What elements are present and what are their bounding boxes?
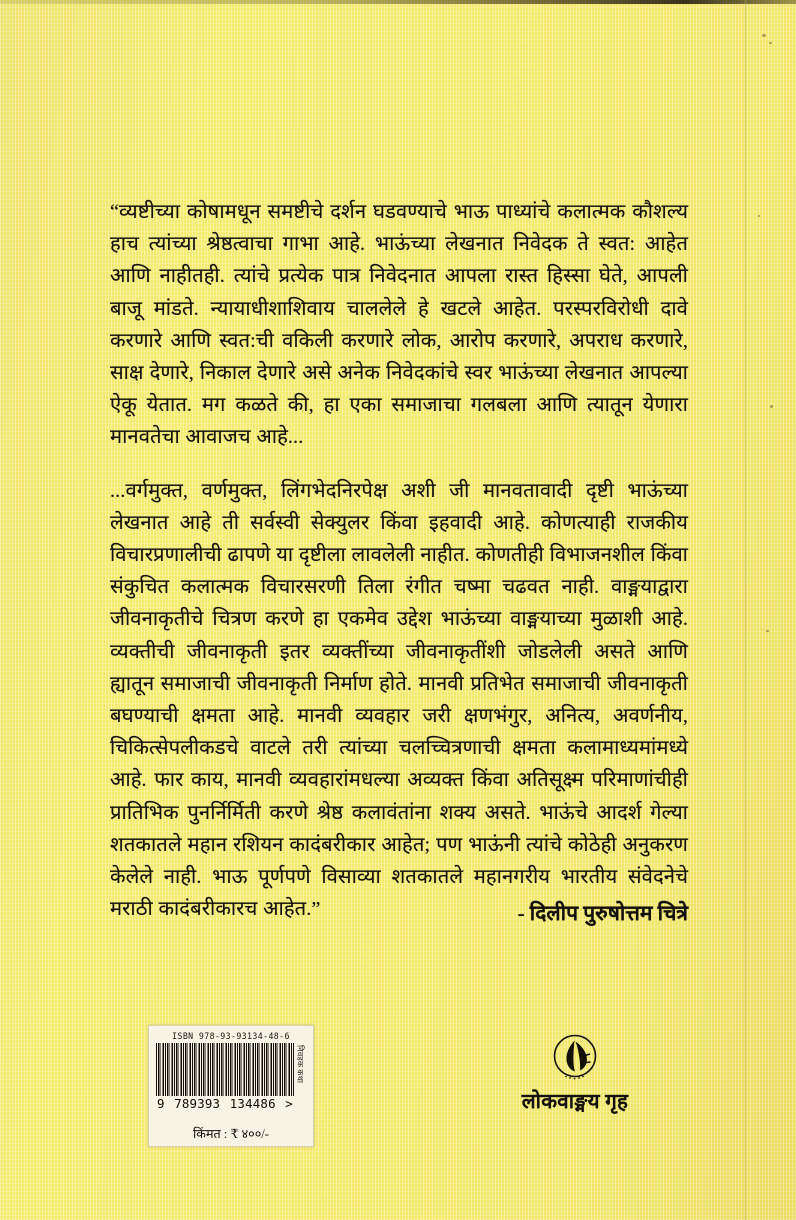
paper-speck: [758, 215, 760, 217]
paper-speck: [770, 405, 773, 408]
barcode-bars-image: [156, 1043, 294, 1096]
publisher-name: लोकवाङ्मय गृह: [521, 1091, 629, 1113]
price-text: किंमत : ₹ ४००/-: [193, 1127, 269, 1141]
barcode-row: [156, 1043, 306, 1126]
ean-right-group: 134486: [229, 1096, 276, 1111]
ean-check-digit: 9: [157, 1096, 165, 1111]
blurb-text-block: [110, 196, 688, 925]
publisher-block: [470, 1032, 680, 1114]
paper-speck: [766, 630, 769, 632]
barcode-side-label-text: निवडक कथा: [295, 1045, 305, 1084]
barcode-main: [156, 1043, 294, 1126]
ean-trailing-mark: >: [285, 1096, 293, 1111]
ean-digits: [156, 1097, 294, 1111]
isbn-number-text: ISBN 978-93-93134-48-6: [172, 1032, 290, 1042]
barcode-side-label: [294, 1043, 306, 1126]
leaf-in-circle-icon: [549, 1032, 601, 1084]
isbn-barcode-block: [148, 1025, 314, 1147]
blurb-paragraph-2: ...वर्गमुक्त, वर्णमुक्त, लिंगभेदनिरपेक्ष अशी जी मानवतावादी दृष्टी भाऊंच्या लेखनात आहे ती सर्वस्वी सेक्युलर किंवा इहवादी आहे. कोणत्याही राजकीय विचारप्रणालीची ढापणे या दृष्टीला लावलेली नाहीत. कोणतीही विभाजनशील किंवा संकुचित कलात्मक विचारसरणी तिला रंगीत चष्मा चढवत नाही. वाङ्मयाद्वारा जीवनाकृतीचे चित्रण करणे हा एकमेव उद्देश भाऊंच्या वाङ्मयाच्या मुळाशी आहे. व्यक्तीची जीवनाकृती इतर व्यक्तींच्या जीवनाकृतींशी जोडलेली असते आणि ह्यातून समाजाची जीवनाकृती निर्माण होते. मानवी प्रतिभेत समाजाची जीवनाकृती बघण्याची क्षमता आहे. मानवी व्यवहार जरी क्षणभंगुर, अनित्य, अवर्णनीय, चिकित्सेपलीकडचे वाटले तरी त्यांच्या चलच्चित्रणाची क्षमता कलामाध्यमांमध्ये आहे. फार काय, मानवी व्यवहारांमधल्या अव्यक्त किंवा अतिसूक्ष्म परिमाणांचीही प्रातिभिक पुनर्निर्मिती करणे श्रेष्ठ कलावंतांना शक्य असते. भाऊंचे आदर्श गेल्या शतकातले महान रशियन कादंबरीकार आहेत; पण भाऊंनी त्यांचे कोठेही अनुकरण केलेले नाही. भाऊ पूर्णपणे विसाव्या शतकातले महानगरीय भारतीय संवेदनेचे मराठी कादंबरीकारच आहेत.”: [110, 479, 688, 921]
paper-speck: [769, 42, 772, 44]
page-crease: [744, 0, 747, 1220]
paper-speck: [762, 34, 766, 37]
blurb-attribution: - दिलीप पुरुषोत्तम चित्रे: [517, 901, 688, 925]
scan-edge-artifact: [0, 0, 796, 4]
blurb-paragraph-1: “व्यष्टीच्या कोषामधून समष्टीचे दर्शन घडवण्याचे भाऊ पाध्यांचे कलात्मक कौशल्य हाच त्यांच्या श्रेष्ठत्वाचा गाभा आहे. भाऊंच्या लेखनात निवेदक ते स्वत: आहेत आणि नाहीतही. त्यांचे प्रत्येक पात्र निवेदनात आपला रास्त हिस्सा घेते, आपली बाजू मांडते. न्यायाधीशाशिवाय चाललेले हे खटले आहेत. परस्परविरोधी दावे करणारे आणि स्वत:ची वकिली करणारे लोक, आरोप करणारे, अपराध करणारे, साक्ष देणारे, निकाल देणारे असे अनेक निवेदकांचे स्वर भाऊंच्या लेखनात आपल्या ऐकू येतात. मग कळते की, हा एका समाजाचा गलबला आणि त्यातून येणारा मानवतेचा आवाजच आहे...: [110, 201, 688, 449]
ean-left-group: 789393: [174, 1096, 221, 1111]
